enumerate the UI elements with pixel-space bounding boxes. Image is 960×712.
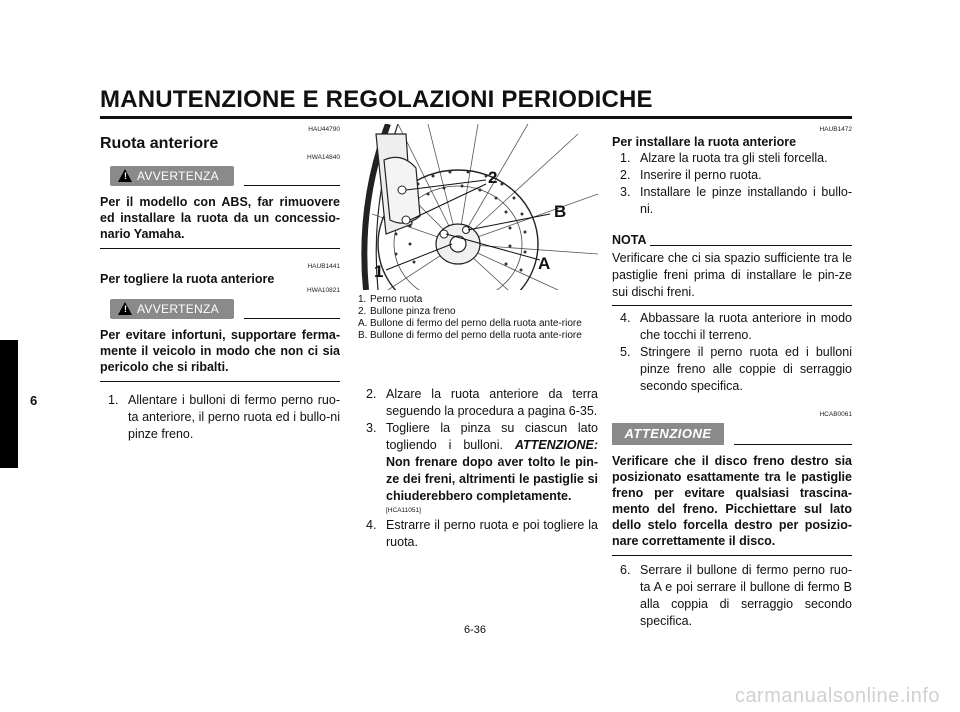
step-2: 2. Inserire il perno ruota. xyxy=(620,168,762,182)
caution-end-rule xyxy=(612,555,852,556)
caution-code: HCAB0061 xyxy=(819,411,852,418)
inline-caution-text: Non frenare dopo aver tolto le pin-ze dei freni, altrimenti le pastiglie si chiuderebbero completamente. xyxy=(386,455,598,503)
front-wheel-figure xyxy=(358,124,598,290)
section-code: HAU44790 xyxy=(308,126,340,133)
title-rule xyxy=(100,116,852,119)
step-1: 1. Allentare i bulloni di fermo perno ruo-ta anteriore, il perno ruota ed i bullo-ni pinze freno. xyxy=(108,393,340,441)
step-4: 4. Estrarre il perno ruota e poi togliere la ruota. xyxy=(366,518,598,549)
chapter-number: 6 xyxy=(30,393,38,408)
inline-caution-label: ATTENZIONE: xyxy=(514,438,598,452)
warning-triangle-icon: ! xyxy=(118,169,132,182)
warning-text: Per il modello con ABS, far rimuovere ed installare la ruota da un concessio-nario Yamaha. xyxy=(100,195,340,241)
legend-item: 1. Perno ruota xyxy=(358,294,423,305)
section-title: Ruota anteriore xyxy=(100,135,219,152)
step-6: 6. Serrare il bullone di fermo perno ruo-ta A e poi serrare il bullone di fermo B alla coppia di serraggio secondo specifica. xyxy=(620,563,852,628)
warning-triangle-icon: ! xyxy=(118,302,132,315)
subsection-code: HAUB1441 xyxy=(307,263,340,270)
chapter-tab xyxy=(0,340,18,468)
note-end-rule xyxy=(612,305,852,306)
caution-code: [HCA11051] xyxy=(386,507,421,514)
warning-end-rule xyxy=(100,381,340,382)
page-title: MANUTENZIONE E REGOLAZIONI PERIODICHE xyxy=(100,86,653,113)
warning-header xyxy=(100,299,340,321)
note-text: Verificare che ci sia spazio sufficiente tra le pastiglie freni prima di installare le pin-ze sui dischi freni. xyxy=(612,251,852,299)
warning-header xyxy=(100,166,340,188)
caution-badge: ATTENZIONE xyxy=(612,423,724,445)
subsection-title: Per installare la ruota anteriore xyxy=(612,135,797,149)
figure-legend xyxy=(358,294,598,342)
right-column xyxy=(612,126,852,630)
warning-end-rule xyxy=(100,248,340,249)
legend-item: 2. Bullone pinza freno xyxy=(358,306,456,317)
step-3: 3. Togliere la pinza su ciascun lato togliendo i bulloni. ATTENZIONE: Non frenare dopo aver tolto le pin-ze dei freni, altrimenti le pastiglie si chiuderebbero completamente. [HCA11051] xyxy=(358,420,598,517)
callout-a: A xyxy=(538,254,551,273)
caution-text: Verificare che il disco freno destro sia posizionato esattamente tra le pastiglie freno per evitare qualsiasi trascina-mento del freno. Picchiettare sul lato dello stelo forcella destro per posizio-nare correttamente il disco. xyxy=(612,454,852,548)
step-5: 5. Stringere il perno ruota ed i bulloni pinze freno alle coppie di serraggio secondo specifica. xyxy=(620,345,852,393)
callout-b: B xyxy=(554,202,567,221)
warning-badge: ! AVVERTENZA xyxy=(110,299,234,319)
step-2: 2. Alzare la ruota anteriore da terra seguendo la procedura a pagina 6-35. xyxy=(366,387,598,418)
callout-2: 2 xyxy=(488,168,498,187)
step-4: 4. Abbassare la ruota anteriore in modo che tocchi il terreno. xyxy=(620,311,852,342)
note-header xyxy=(612,232,852,250)
watermark: carmanualsonline.info xyxy=(734,685,940,707)
legend-item: B. Bullone di fermo del perno della ruota ante-riore xyxy=(358,330,582,341)
note-label: NOTA xyxy=(612,233,647,247)
step-3: 3. Installare le pinze installando i bullo-ni. xyxy=(620,185,852,216)
warning-code: HWA10821 xyxy=(307,287,340,294)
step-1: 1. Alzare la ruota tra gli steli forcella. xyxy=(620,151,828,165)
warning-badge: ! AVVERTENZA xyxy=(110,166,234,186)
caution-header xyxy=(612,423,852,447)
section-code: HAUB1472 xyxy=(819,126,852,133)
left-column xyxy=(100,126,340,443)
legend-item: A. Bullone di fermo del perno della ruota ante-riore xyxy=(358,318,582,329)
warning-text: Per evitare infortuni, supportare ferma-mente il veicolo in modo che non ci sia pericolo che si ribalti. xyxy=(100,328,340,374)
warning-code: HWA14840 xyxy=(307,154,340,161)
middle-column xyxy=(358,386,598,551)
subsection-title: Per togliere la ruota anteriore xyxy=(100,272,275,286)
page-number: 6-36 xyxy=(464,624,487,636)
callout-1: 1 xyxy=(374,262,384,281)
